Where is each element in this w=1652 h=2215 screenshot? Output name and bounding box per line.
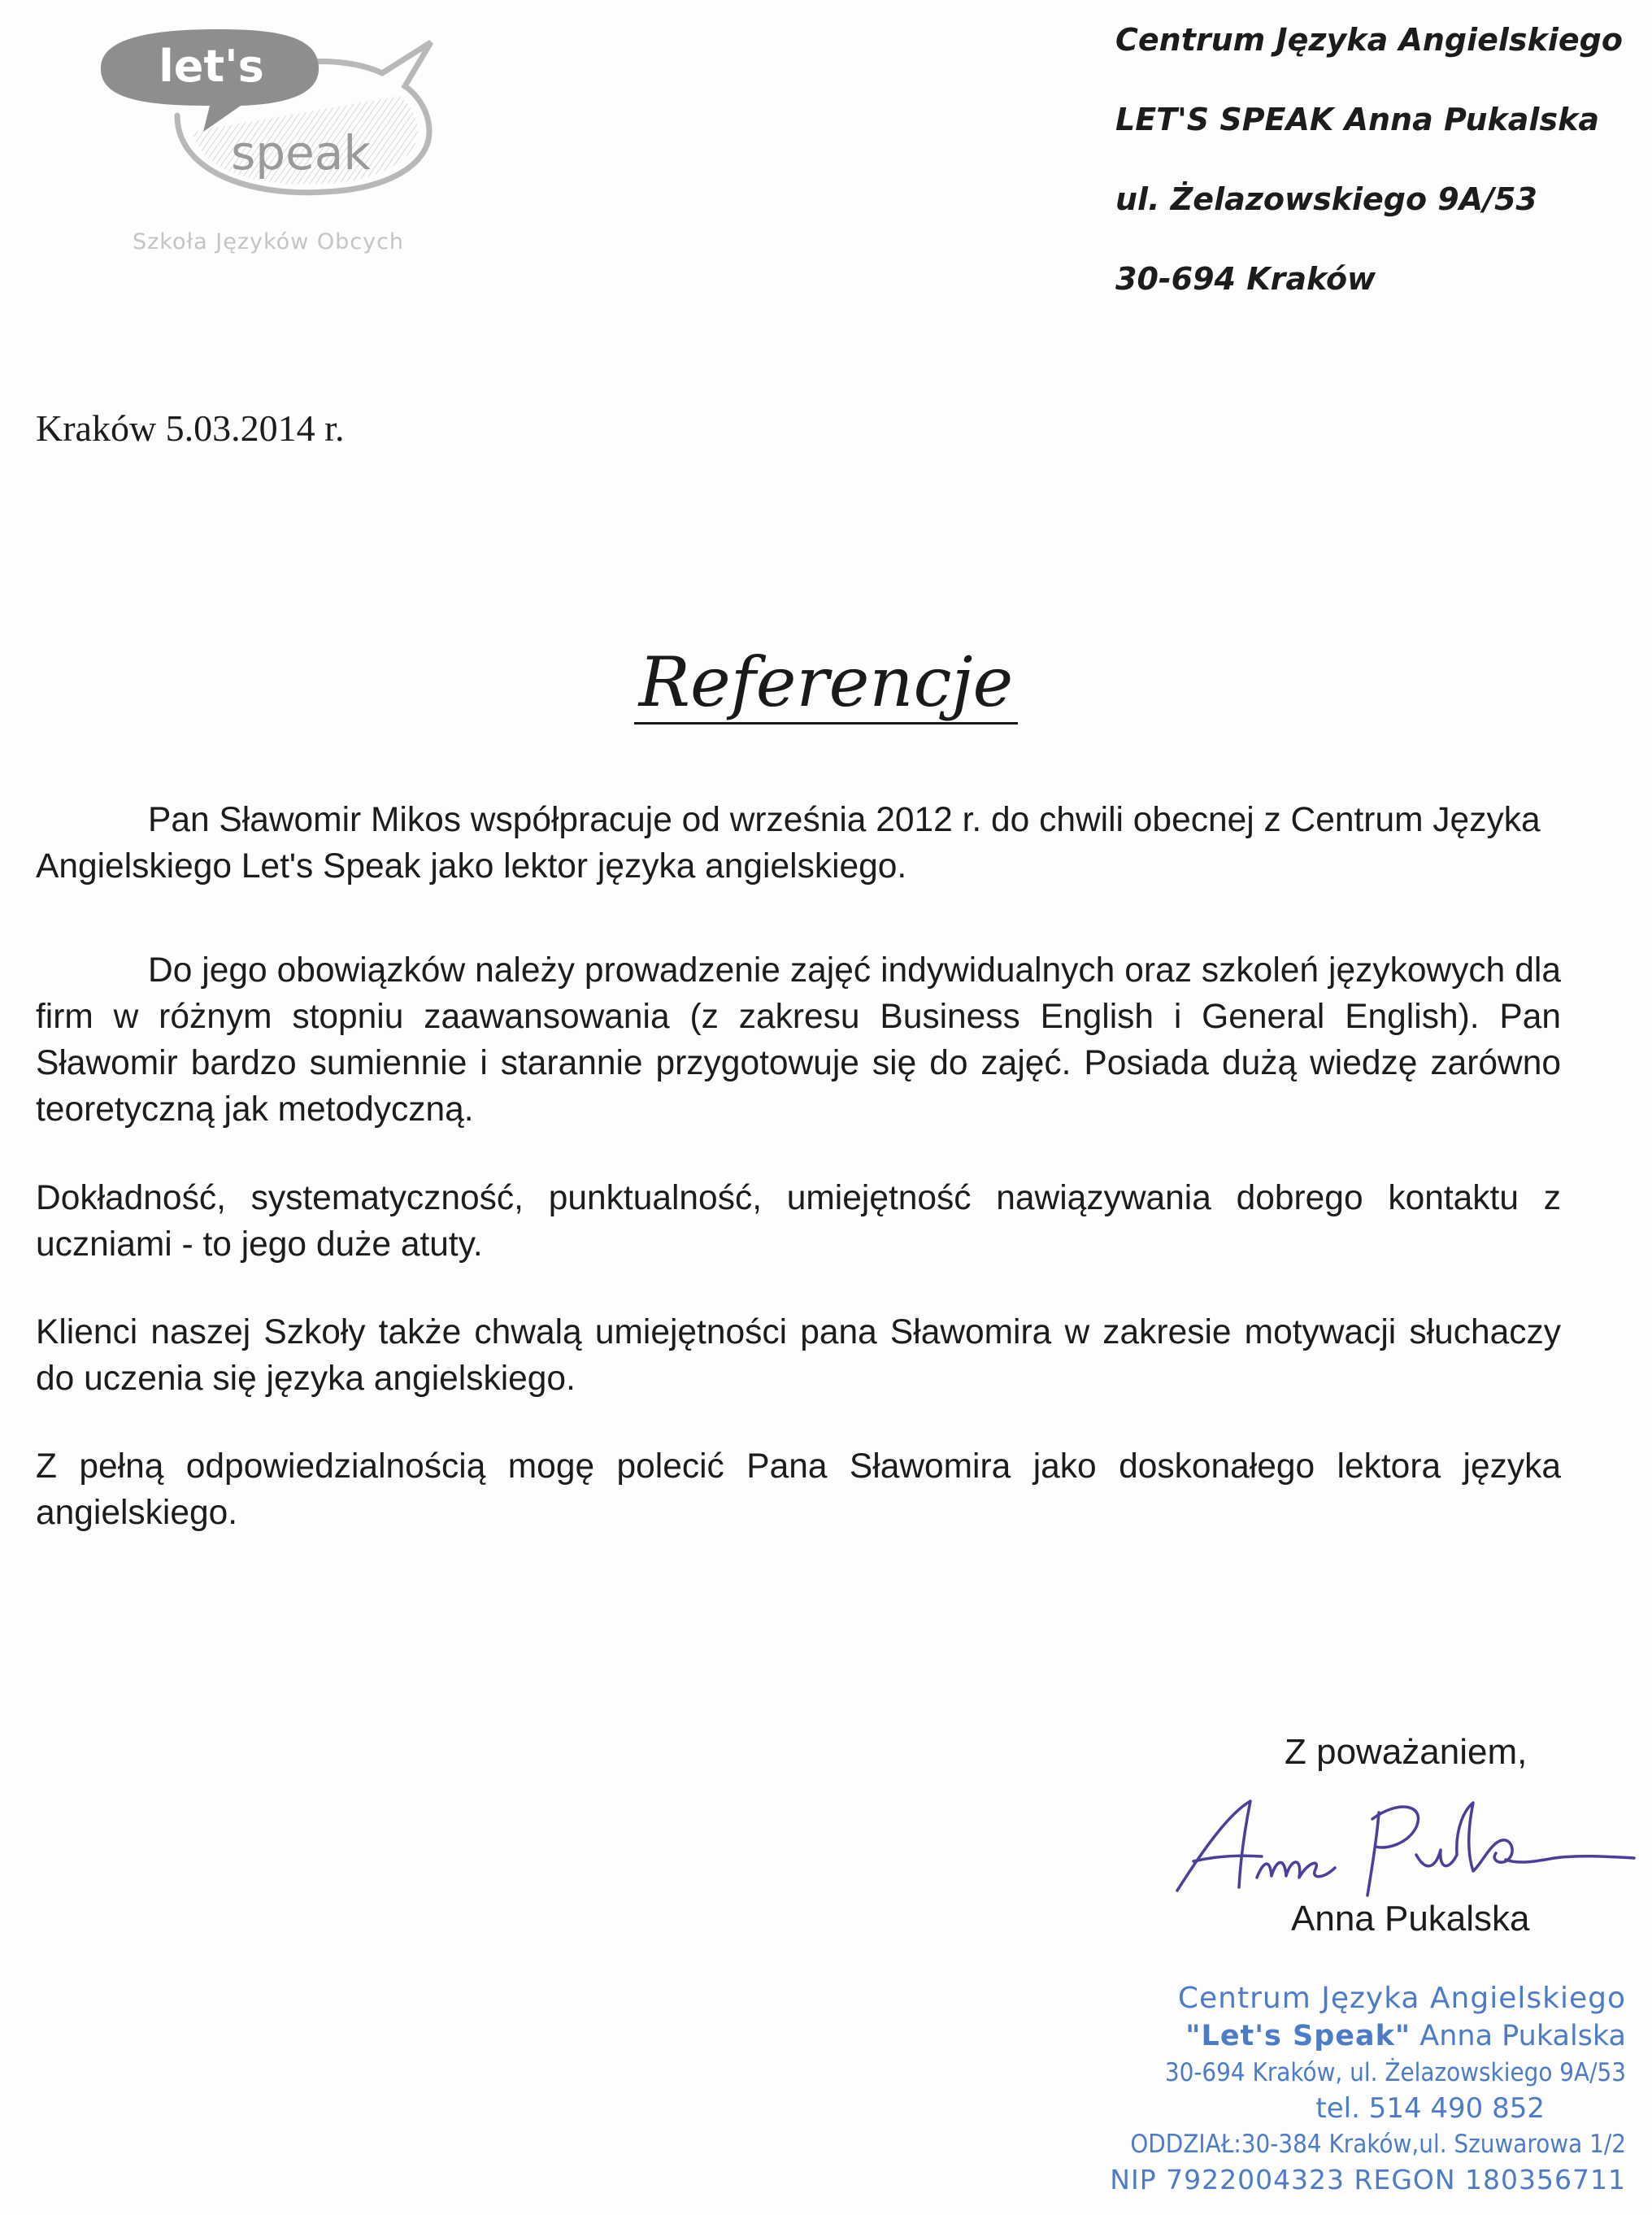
letter-title-text: Referencje (634, 642, 1019, 725)
logo-brand-line1: let's (159, 41, 264, 92)
stamp-line-phone: tel. 514 490 852 (1315, 2092, 1545, 2125)
stamp-brand: "Let's Speak" (1185, 2020, 1411, 2052)
paragraph-5: Z pełną odpowiedzialnością mogę polecić Pana Sławomira jako doskonałego lektora języka angielskiego. (36, 1447, 1561, 1532)
signature-graphic (1154, 1777, 1642, 1907)
stamp-line-company: Centrum Języka Angielskiego (1177, 1982, 1626, 2015)
stamp-line-ids: NIP 7922004323 REGON 180356711 (1110, 2164, 1626, 2195)
paragraph-1: Pan Sławomir Mikos współpracuje od września 2012 r. do chwili obecnej z Centrum Języka Angielskiego Let's Speak jako lektor języka angielskiego. (36, 801, 1541, 886)
address-line-street: ul. Żelazowskiego 9A/53 (1115, 181, 1537, 217)
logo-tagline: Szkoła Języków Obcych (132, 229, 405, 255)
letter-title (0, 642, 1652, 722)
address-line-city: 30-694 Kraków (1115, 261, 1376, 297)
lets-speak-logo (81, 24, 455, 260)
logo-graphic (81, 24, 455, 260)
stamp-line-branch: ODDZIAŁ:30-384 Kraków,ul. Szuwarowa 1/2 (1130, 2130, 1626, 2159)
paragraph-3: Dokładność, systematyczność, punktualność, umiejętność nawiązywania dobrego kontaktu z uczniami - to jego duże atuty. (36, 1179, 1561, 1264)
stamp-owner: Anna Pukalska (1411, 2020, 1626, 2052)
logo-brand-line2: speak (231, 125, 371, 181)
stamp-line-address: 30-694 Kraków, ul. Żelazowskiego 9A/53 (1164, 2058, 1626, 2087)
closing-salutation: Z poważaniem, (1285, 1732, 1528, 1772)
company-stamp (1073, 1980, 1626, 2198)
handwritten-signature (1154, 1777, 1642, 1907)
address-line-brand: LET'S SPEAK Anna Pukalska (1115, 102, 1599, 137)
letter-date: Kraków 5.03.2014 r. (36, 407, 345, 449)
paragraph-2: Do jego obowiązków należy prowadzenie zajęć indywidualnych oraz szkoleń językowych dla firm w różnym stopniu zaawansowania (z zakresu Business English i General English). Pan Sławomir bardzo sumiennie i starannie przygotowuje się do zajęć. Posiada dużą wiedzę zarówno teoretyczną jak metodyczną. (36, 951, 1561, 1129)
address-line-company: Centrum Języka Angielskiego (1115, 22, 1623, 58)
stamp-line-brand (1073, 2017, 1626, 2055)
sender-address (1115, 8, 1636, 327)
paragraph-4: Klienci naszej Szkoły także chwalą umiejętności pana Sławomira w zakresie motywacji słuchaczy do uczenia się języka angielskiego. (36, 1313, 1561, 1398)
signer-name: Anna Pukalska (1291, 1899, 1530, 1939)
